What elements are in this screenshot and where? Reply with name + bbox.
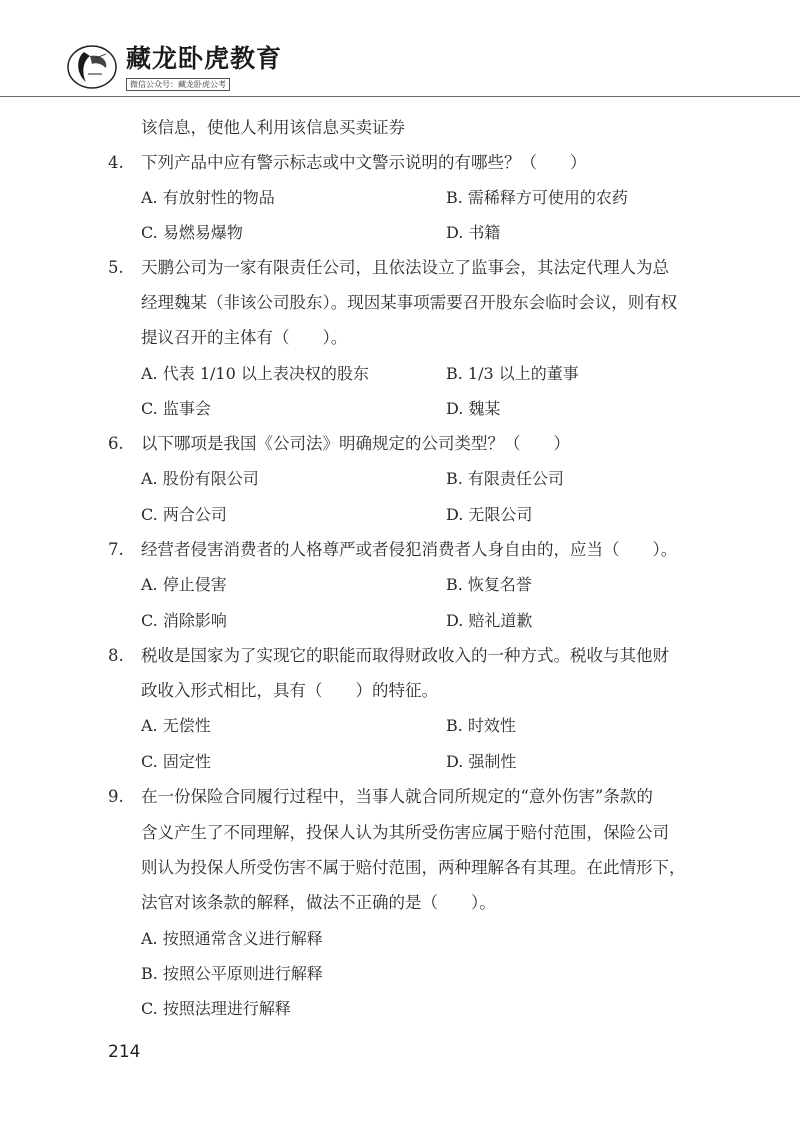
brand-logo [66,44,118,90]
continuation-text: 该信息，使他人利用该信息买卖证券 [141,118,405,137]
option-a: A. 无偿性 [141,716,211,735]
question-number: 6. [108,434,124,453]
option-d: D. 强制性 [446,752,517,771]
question-stem: 天鹏公司为一家有限责任公司，且依法设立了监事会，其法定代理人为总 [141,258,669,277]
question-stem: 以下哪项是我国《公司法》明确规定的公司类型？（ ） [141,434,570,453]
question-number: 4. [108,153,124,172]
page-number: 214 [108,1042,141,1062]
option-a: A. 股份有限公司 [141,469,259,488]
question-stem: 在一份保险合同履行过程中，当事人就合同所规定的“意外伤害”条款的 [141,787,653,806]
option-c: C. 消除影响 [141,611,227,630]
question-stem: 经营者侵害消费者的人格尊严或者侵犯消费者人身自由的，应当（ ）。 [141,540,678,559]
option-b: B. 1/3 以上的董事 [446,364,579,383]
option-a: A. 按照通常含义进行解释 [141,929,323,948]
option-a: A. 停止侵害 [141,575,227,594]
brand-name: 藏龙卧虎教育 [126,44,283,73]
brand-subtitle: 微信公众号：藏龙卧虎公考 [126,78,230,91]
question-stem: 含义产生了不同理解，投保人认为其所受伤害应属于赔付范围，保险公司 [141,823,669,842]
option-d: D. 书籍 [446,223,501,242]
header-divider [0,96,800,97]
option-c: C. 按照法理进行解释 [141,999,291,1018]
question-stem: 税收是国家为了实现它的职能而取得财政收入的一种方式。税收与其他财 [141,646,669,665]
question-stem: 则认为投保人所受伤害不属于赔付范围，两种理解各有其理。在此情形下， [141,858,686,877]
option-b: B. 按照公平原则进行解释 [141,964,323,983]
page-header [0,0,800,100]
question-stem: 法官对该条款的解释，做法不正确的是（ ）。 [141,893,496,912]
question-stem: 经理魏某（非该公司股东）。现因某事项需要召开股东会临时会议，则有权 [141,293,678,312]
question-number: 7. [108,540,124,559]
option-c: C. 固定性 [141,752,211,771]
question-number: 8. [108,646,124,665]
option-b: B. 时效性 [446,716,516,735]
option-d: D. 无限公司 [446,505,533,524]
question-number: 9. [108,787,124,806]
option-c: C. 易燃易爆物 [141,223,243,242]
option-b: B. 恢复名誉 [446,575,532,594]
question-stem: 提议召开的主体有（ ）。 [141,328,348,347]
question-number: 5. [108,258,124,277]
option-c: C. 监事会 [141,399,211,418]
option-b: B. 有限责任公司 [446,469,564,488]
option-a: A. 有放射性的物品 [141,188,275,207]
option-a: A. 代表 1/10 以上表决权的股东 [141,364,369,383]
question-stem: 政收入形式相比，具有（ ）的特征。 [141,681,438,700]
option-c: C. 两合公司 [141,505,227,524]
option-b: B. 需稀释方可使用的农药 [446,188,628,207]
option-d: D. 赔礼道歉 [446,611,533,630]
question-stem: 下列产品中应有警示标志或中文警示说明的有哪些？（ ） [141,153,587,172]
option-d: D. 魏某 [446,399,501,418]
